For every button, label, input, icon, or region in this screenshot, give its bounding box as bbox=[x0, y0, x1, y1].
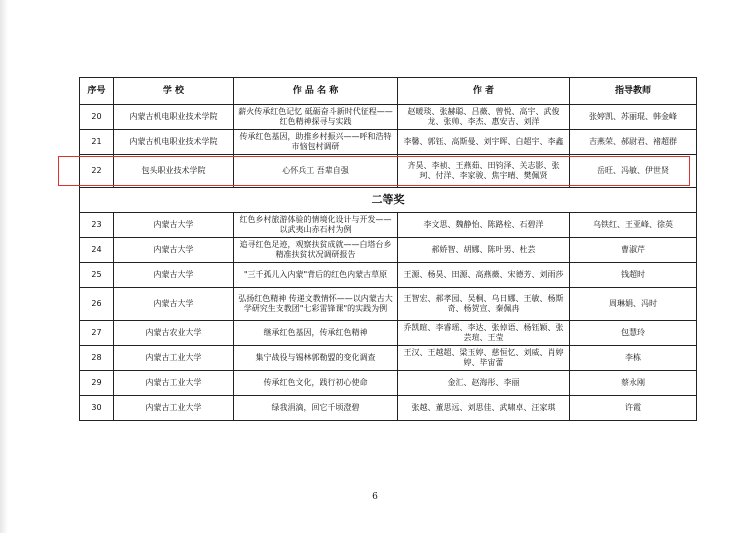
cell-work: 心怀兵工 吾辈自强 bbox=[234, 155, 398, 188]
cell-authors: 李馨、郭钰、高斯曼、刘宇晖、白超宇、李鑫 bbox=[398, 130, 570, 155]
cell-no: 21 bbox=[80, 130, 114, 155]
cell-no: 27 bbox=[80, 321, 114, 346]
cell-teacher: 曹淑芹 bbox=[570, 238, 697, 263]
cell-no: 24 bbox=[80, 238, 114, 263]
cell-no: 22 bbox=[80, 155, 114, 188]
cell-teacher: 乌铁红、王亚峰、徐英 bbox=[570, 213, 697, 238]
cell-work: 继承红色基因，传承红色精神 bbox=[234, 321, 398, 346]
cell-school: 包头职业技术学院 bbox=[114, 155, 234, 188]
cell-school: 内蒙古大学 bbox=[114, 213, 234, 238]
cell-authors: 赵暖琰、张赫聪、吕薇、曾悦、高宇、武俊龙、张帅、李杰、惠安吉、刘洋 bbox=[398, 105, 570, 130]
cell-work: "三千孤儿入内蒙"背后的红色内蒙古草原 bbox=[234, 263, 398, 288]
cell-teacher: 张婷凯、苏丽琨、韩金峰 bbox=[570, 105, 697, 130]
table-row bbox=[80, 288, 697, 321]
table-header-row bbox=[80, 78, 697, 105]
table-row bbox=[80, 105, 697, 130]
cell-school: 内蒙古工业大学 bbox=[114, 371, 234, 396]
cell-teacher: 钱超时 bbox=[570, 263, 697, 288]
cell-teacher: 周琳娟、冯时 bbox=[570, 288, 697, 321]
cell-authors: 张越、董思远、刘思佳、武啸卓、汪家琪 bbox=[398, 396, 570, 421]
page-number: 6 bbox=[372, 492, 378, 502]
cell-teacher: 蔡永刚 bbox=[570, 371, 697, 396]
cell-work: 集宁战役与锡林郭勒盟的变化调查 bbox=[234, 346, 398, 371]
section-row bbox=[80, 188, 697, 213]
cell-no: 29 bbox=[80, 371, 114, 396]
table-row bbox=[80, 263, 697, 288]
cell-no: 26 bbox=[80, 288, 114, 321]
cell-school: 内蒙古大学 bbox=[114, 288, 234, 321]
table-row bbox=[80, 371, 697, 396]
highlight-box bbox=[58, 156, 690, 186]
table-row bbox=[80, 130, 697, 155]
cell-authors: 乔凯暄、李睿瑶、李达、张倬语、杨钰颖、张芸瑄、王莹 bbox=[398, 321, 570, 346]
header-teacher: 指导教师 bbox=[570, 78, 697, 105]
table-row bbox=[80, 238, 697, 263]
header-work: 作 品 名 称 bbox=[234, 78, 398, 105]
table-row bbox=[80, 213, 697, 238]
cell-work: 薪火传承红色记忆 砥砺奋斗新时代征程——红色精神探寻与实践 bbox=[234, 105, 398, 130]
page-shadow bbox=[0, 0, 8, 533]
cell-authors: 王智宏、郝孝园、吴桐、乌日娜、王敏、杨斯奇、杨贺宣、秦佩冉 bbox=[398, 288, 570, 321]
cell-teacher: 许霞 bbox=[570, 396, 697, 421]
cell-work: 红色乡村旅游体验的情境化设计与开发——以武夷山赤石村为例 bbox=[234, 213, 398, 238]
cell-work: 追寻红色足迹，观察扶贫成就——白塔台乡精准扶贫状况调研报告 bbox=[234, 238, 398, 263]
cell-authors: 王源、杨昊、田源、高燕薇、宋德芳、刘雨莎 bbox=[398, 263, 570, 288]
section-title: 二等奖 bbox=[80, 188, 697, 213]
cell-work: 绿我涓滴，回它千顷澄碧 bbox=[234, 396, 398, 421]
cell-teacher: 吉燕荣、郝尉君、褚超群 bbox=[570, 130, 697, 155]
cell-work: 传承红色文化，践行初心使命 bbox=[234, 371, 398, 396]
cell-authors: 王汉、王越超、梁玉婷、慈恒忆、刘威、肖婷婷、毕宙蕾 bbox=[398, 346, 570, 371]
header-school: 学 校 bbox=[114, 78, 234, 105]
cell-no: 23 bbox=[80, 213, 114, 238]
cell-no: 25 bbox=[80, 263, 114, 288]
cell-school: 内蒙古大学 bbox=[114, 238, 234, 263]
cell-no: 30 bbox=[80, 396, 114, 421]
table-row bbox=[80, 321, 697, 346]
cell-school: 内蒙古大学 bbox=[114, 263, 234, 288]
header-author: 作 者 bbox=[398, 78, 570, 105]
cell-no: 28 bbox=[80, 346, 114, 371]
table-row bbox=[80, 396, 697, 421]
cell-school: 内蒙古农业大学 bbox=[114, 321, 234, 346]
cell-work: 传承红色基因，助推乡村振兴——呼和浩特市恼包村调研 bbox=[234, 130, 398, 155]
table-row bbox=[80, 346, 697, 371]
award-table bbox=[79, 77, 697, 421]
cell-work: 弘扬红色精神 传递文教情怀——以内蒙古大学研究生支教团"七彩雷锋课"的实践为例 bbox=[234, 288, 398, 321]
header-no: 序号 bbox=[80, 78, 114, 105]
cell-teacher: 李栋 bbox=[570, 346, 697, 371]
cell-school: 内蒙古工业大学 bbox=[114, 396, 234, 421]
cell-authors: 金汇、赵海彤、李丽 bbox=[398, 371, 570, 396]
cell-authors: 李文思、魏静怡、陈路栓、石碧洋 bbox=[398, 213, 570, 238]
cell-teacher: 包慧玲 bbox=[570, 321, 697, 346]
cell-school: 内蒙古机电职业技术学院 bbox=[114, 130, 234, 155]
cell-no: 20 bbox=[80, 105, 114, 130]
cell-teacher: 岳旺、冯敏、伊世贤 bbox=[570, 155, 697, 188]
cell-authors: 齐昊、李祯、王燕茹、田钧泽、关志影、张珂、付洋、李家骏、焦宇晴、樊佩贤 bbox=[398, 155, 570, 188]
cell-school: 内蒙古工业大学 bbox=[114, 346, 234, 371]
cell-school: 内蒙古机电职业技术学院 bbox=[114, 105, 234, 130]
cell-authors: 郝娇智、胡娜、陈叶男、杜芸 bbox=[398, 238, 570, 263]
